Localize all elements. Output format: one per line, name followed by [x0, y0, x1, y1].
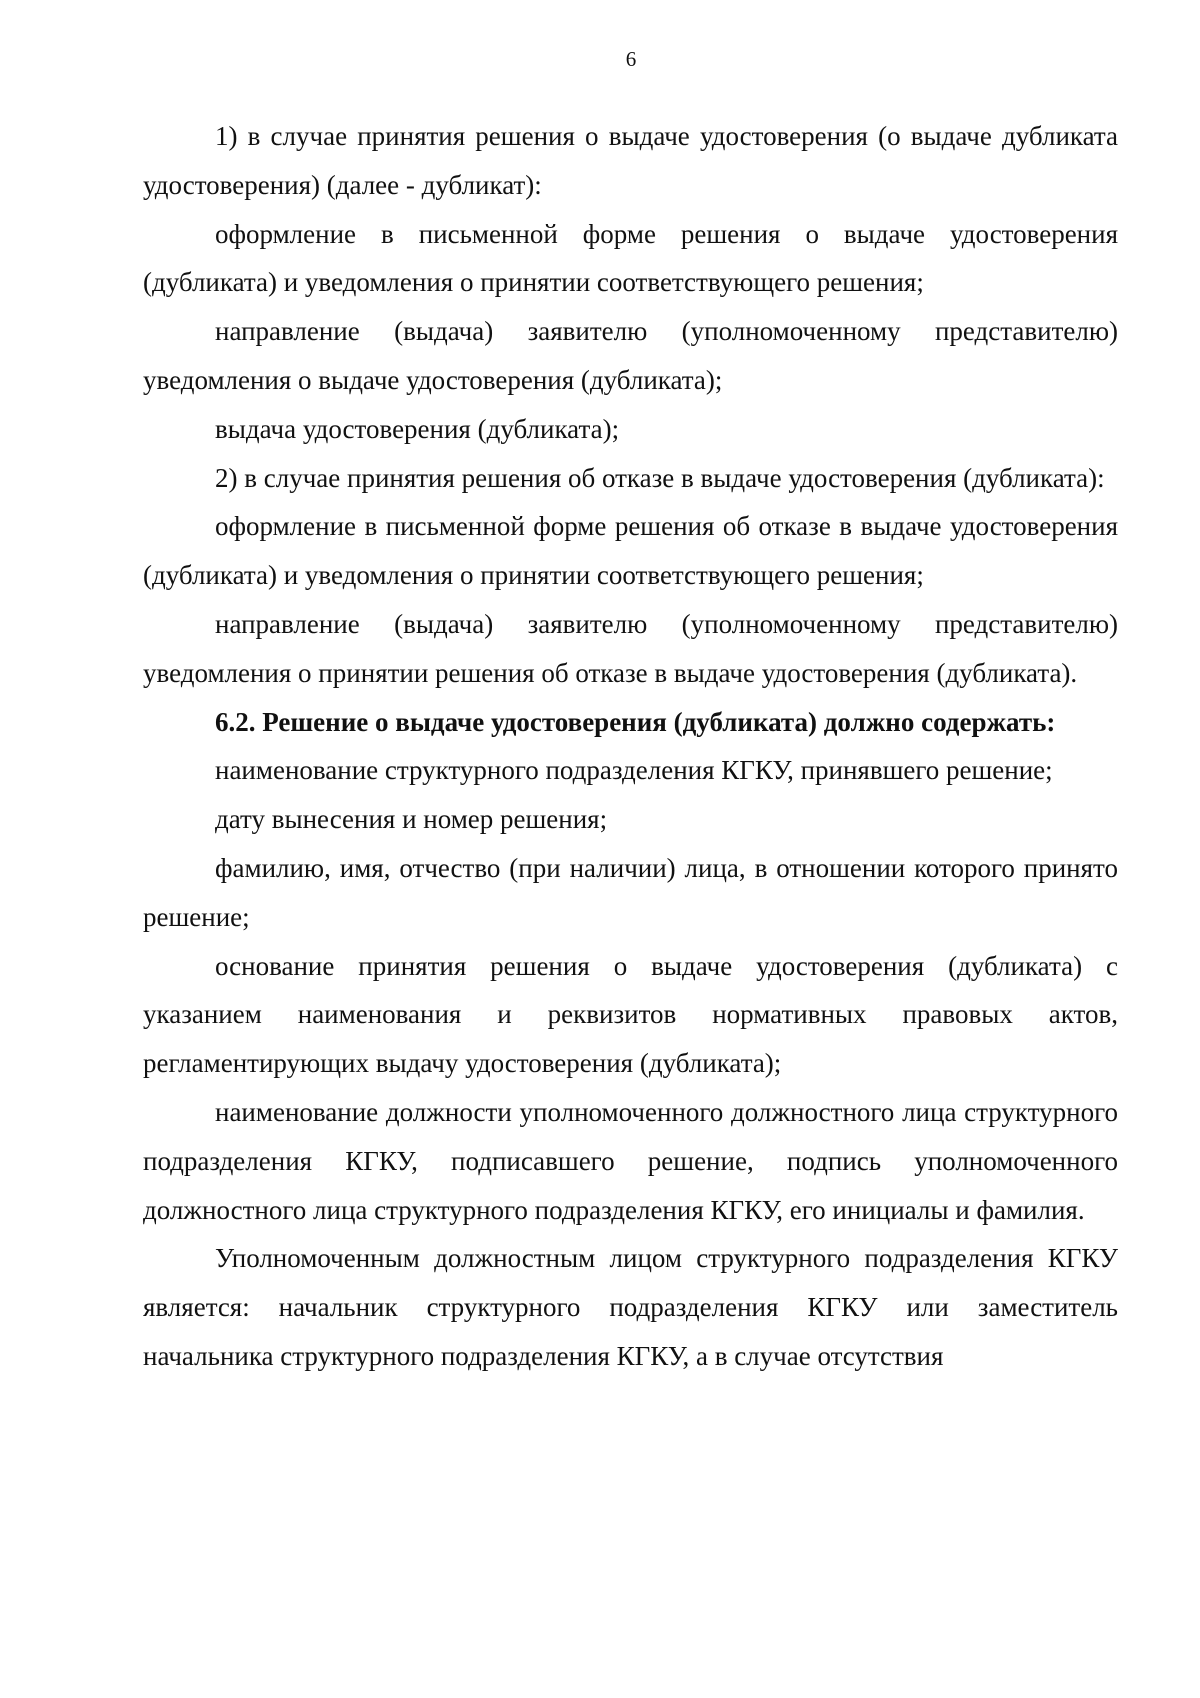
section-heading: 6.2. Решение о выдаче удостоверения (дубликата) должно содержать:: [215, 706, 1056, 737]
paragraph: оформление в письменной форме решения о выдаче удостоверения (дубликата) и уведомления о принятии соответствующего решения;: [143, 218, 1118, 298]
paragraph: наименование должности уполномоченного должностного лица структурного подразделения КГКУ, подписавшего решение, подпись уполномоченного должностного лица структурного подразделения КГКУ, его инициалы и фамилия.: [143, 1096, 1118, 1225]
paragraph: основание принятия решения о выдаче удостоверения (дубликата) с указанием наименования и реквизитов нормативных правовых актов, регламентирующих выдачу удостоверения (дубликата);: [143, 950, 1118, 1079]
paragraph: дату вынесения и номер решения;: [215, 804, 608, 835]
page-number: 6: [625, 47, 637, 71]
paragraph: 1) в случае принятия решения о выдаче удостоверения (о выдаче дубликата удостоверения) (далее - дубликат):: [143, 121, 1118, 200]
paragraph: направление (выдача) заявителю (уполномоченному представителю) уведомления о выдаче удостоверения (дубликата);: [143, 316, 1118, 395]
paragraph: наименование структурного подразделения КГКУ, принявшего решение;: [215, 755, 1053, 786]
paragraph: оформление в письменной форме решения об отказе в выдаче удостоверения (дубликата) и уведомления о принятии соответствующего решения;: [143, 511, 1118, 591]
document-body: [143, 112, 1118, 1381]
paragraph: выдача удостоверения (дубликата);: [215, 413, 620, 444]
paragraph: фамилию, имя, отчество (при наличии) лица, в отношении которого принято решение;: [143, 852, 1118, 932]
paragraph: 2) в случае принятия решения об отказе в выдаче удостоверения (дубликата):: [215, 462, 1105, 493]
paragraph: Уполномоченным должностным лицом структурного подразделения КГКУ является: начальник структурного подразделения КГКУ или заместитель начальника структурного подразделения КГКУ, а в случае отсутствия: [143, 1243, 1118, 1371]
paragraph: направление (выдача) заявителю (уполномоченному представителю) уведомления о принятии решения об отказе в выдаче удостоверения (дубликата).: [143, 608, 1118, 688]
